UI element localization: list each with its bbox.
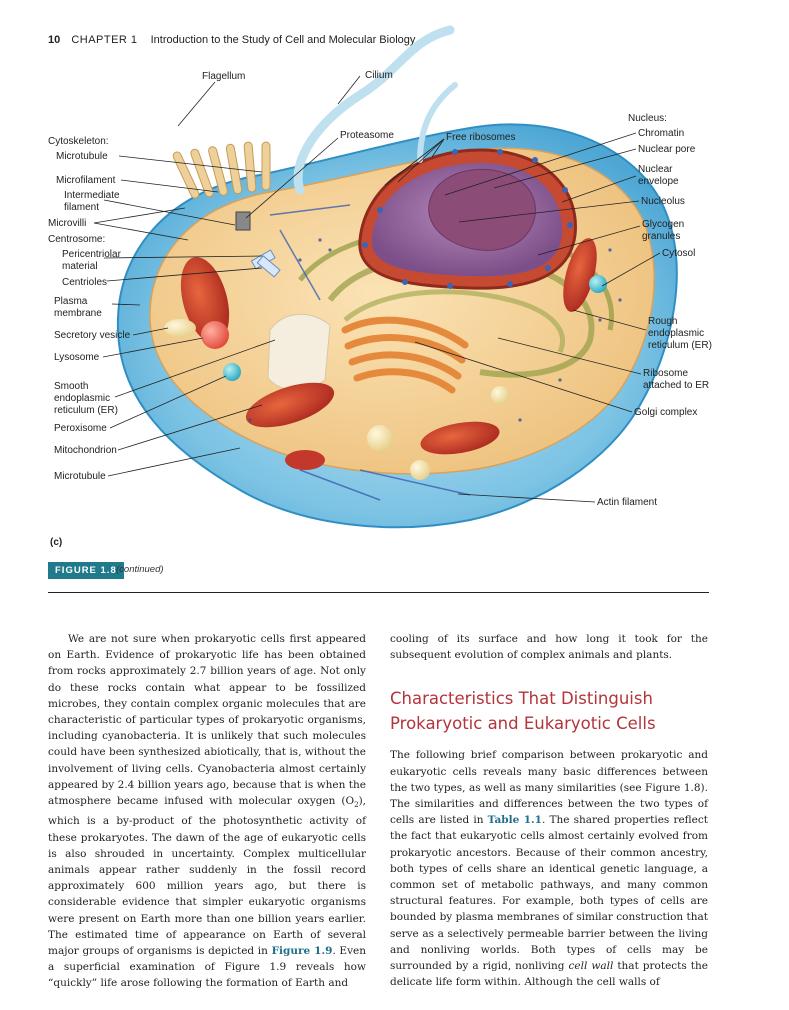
label-microtubule: Microtubule — [56, 151, 108, 162]
label-nucleolus: Nucleolus — [641, 196, 685, 207]
left-paragraph: We are not sure when prokaryotic cells first appeared on Earth. Evidence of prokaryotic life has been obtained from rocks approximately 2.7 billion years of age. Not only do these rocks contain what appear to be fossilized microbes, they contain complex organic molecules that are characteristic of particular types of prokaryotic organisms, including cyanobacteria. It is unlikely that such molecules could have been synthesized abiotically, that is, without the involvement of living cells. Cyanobacteria almost certainly appeared by 2.4 billion years ago, because that is when the atmosphere became infused with molecular oxygen $(O_2)$, which is a by-product of the photosynthetic activity of these prokaryotes. The dawn of the age of eukaryotic cells is also shrouded in uncertainty. Complex multicellular animals appear rather suddenly in the fossil record approximately 600 million years ago, but there is considerable evidence that simpler eukaryotic organisms were present on Earth more than one billion years earlier. The estimated time of appearance on Earth of several major groups of organisms is depicted in Figure 1.9. Even a superficial examination of Figure 1.9 reveals how “quickly” life arose following the formation of Earth and — [48, 633, 367, 990]
right-paragraph: The following brief comparison between prokaryotic and eukaryotic cells reveals many basic differences between the two types, as well as many similarities (see Figure 1.8). The similarities and differences between the two types of cells are listed in Table 1.1. The shared properties reflect the fact that eukaryotic cells almost certainly evolved from prokaryotic ancestors. Because of their common ancestry, both types of cells share an identical genetic language, a common set of metabolic pathways, and many common structural features. For example, both types of cells are bounded by plasma membranes of similar construction that serve as a selectively permeable barrier between the living and nonliving worlds. Both types of cells may be surrounded by a rigid, nonliving cell wall that protects the delicate life form within. Although the cell walls of — [390, 749, 708, 989]
label-smooth-er-3: reticulum (ER) — [54, 405, 118, 416]
section-heading: Characteristics That Distinguish Prokaryotic and Eukaryotic Cells — [390, 689, 656, 734]
panel-label: (c) — [50, 537, 63, 548]
label-pericentriolar-2: material — [62, 261, 98, 272]
figure-badge: FIGURE 1.8 — [48, 562, 124, 579]
label-nuclear-envelope-2: envelope — [638, 176, 679, 187]
figure-continued: (continued) — [116, 564, 164, 575]
label-pericentriolar-1: Pericentriolar — [62, 249, 121, 260]
label-microvilli: Microvilli — [48, 218, 87, 229]
label-plasma-1: Plasma — [54, 296, 88, 307]
divider — [48, 592, 709, 593]
label-rough-er-3: reticulum (ER) — [648, 340, 712, 351]
label-rough-er-2: endoplasmic — [648, 328, 705, 339]
label-microfilament: Microfilament — [56, 175, 116, 186]
label-nuclear-pore: Nuclear pore — [638, 144, 696, 155]
chapter-label: CHAPTER 1 — [71, 34, 138, 46]
label-centrosome: Centrosome: — [48, 234, 106, 245]
chapter-title: Introduction to the Study of Cell and Molecular Biology — [150, 34, 416, 46]
label-peroxisome: Peroxisome — [54, 423, 107, 434]
cell-body — [118, 30, 677, 527]
label-centrioles: Centrioles — [62, 277, 108, 288]
label-ribosome-er-2: attached to ER — [643, 380, 710, 391]
label-nucleus: Nucleus: — [628, 113, 667, 124]
label-flagellum: Flagellum — [202, 71, 246, 82]
label-cytoskeleton: Cytoskeleton: — [48, 136, 109, 147]
label-microtubule-lower: Microtubule — [54, 471, 106, 482]
label-actin: Actin filament — [597, 497, 658, 508]
label-intermediate-1: Intermediate — [64, 190, 120, 201]
label-nuclear-envelope-1: Nuclear — [638, 164, 673, 175]
label-smooth-er-2: endoplasmic — [54, 393, 111, 404]
label-glycogen-1: Glycogen — [642, 219, 685, 230]
label-mitochondrion: Mitochondrion — [54, 445, 117, 456]
label-secretory-vesicle: Secretory vesicle — [54, 330, 131, 341]
label-lysosome: Lysosome — [54, 352, 100, 363]
figure-1-9-link[interactable]: Figure 1.9 — [271, 944, 333, 957]
label-glycogen-2: granules — [642, 231, 681, 242]
label-cytosol: Cytosol — [662, 248, 696, 259]
left-column — [48, 631, 366, 992]
label-proteasome: Proteasome — [340, 130, 394, 141]
label-golgi: Golgi complex — [634, 407, 698, 418]
label-cilium: Cilium — [365, 70, 393, 81]
label-intermediate-2: filament — [64, 202, 100, 213]
label-rough-er-1: Rough — [648, 316, 678, 327]
label-smooth-er-1: Smooth — [54, 381, 89, 392]
right-column — [390, 631, 708, 990]
label-chromatin: Chromatin — [638, 128, 685, 139]
page-number: 10 — [48, 34, 61, 46]
label-free-ribosomes: Free ribosomes — [446, 132, 516, 143]
label-plasma-2: membrane — [54, 308, 102, 319]
cell-wall-term: cell wall — [568, 960, 614, 973]
right-paragraph-top: cooling of its surface and how long it took for the subsequent evolution of complex animals and plants. — [390, 633, 708, 662]
table-1-1-link[interactable]: Table 1.1 — [487, 814, 542, 827]
label-ribosome-er-1: Ribosome — [643, 368, 689, 379]
